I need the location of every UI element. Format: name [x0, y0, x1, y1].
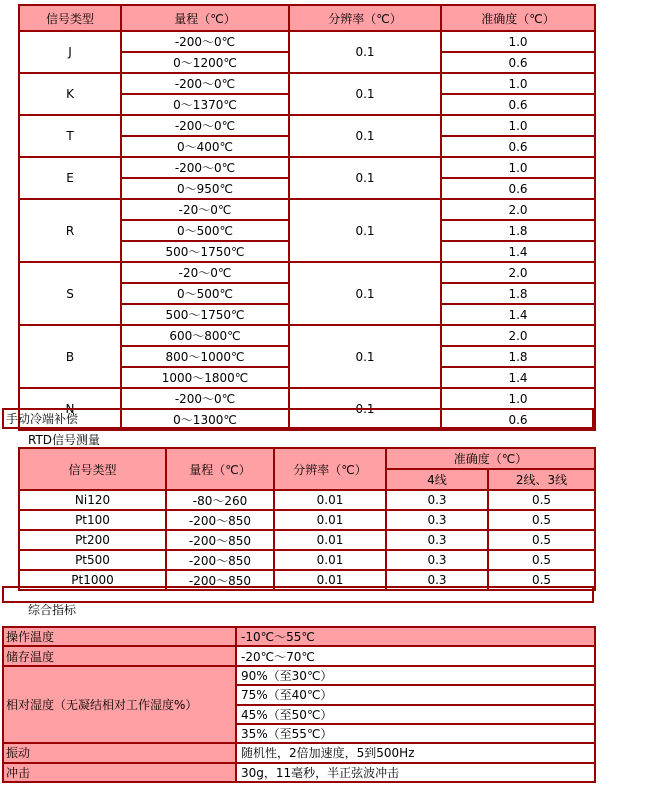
- accuracy-cell: 1.0: [441, 31, 595, 52]
- type-cell: Pt200: [19, 530, 166, 550]
- range-cell: -200～850: [166, 530, 274, 550]
- type-cell: Ni120: [19, 490, 166, 510]
- humidity-value: 90%（至30℃）: [236, 666, 595, 685]
- rtd-header-signal-type: 信号类型: [19, 448, 166, 490]
- range-cell: -200～850: [166, 570, 274, 590]
- thermo-row: [19, 115, 595, 136]
- accuracy-cell: 0.6: [441, 178, 595, 199]
- rtd-header-row: [19, 448, 595, 469]
- thermo-row: [19, 157, 595, 178]
- rtd-header-4wire: 4线: [386, 469, 488, 490]
- range-cell: 0～1370℃: [121, 94, 289, 115]
- accuracy-cell: 0.6: [441, 94, 595, 115]
- manual-compensation-table: [2, 408, 594, 429]
- type-cell: S: [19, 262, 121, 325]
- range-cell: 500～1750℃: [121, 241, 289, 262]
- range-cell: -80～260: [166, 490, 274, 510]
- accuracy-4wire-cell: 0.3: [386, 510, 488, 530]
- operating-temperature-row: [3, 627, 595, 646]
- storage-temperature-label: 储存温度: [3, 646, 236, 665]
- manual-compensation-label: 手动冷端补偿: [3, 409, 593, 428]
- operating-temperature-label: 操作温度: [3, 627, 236, 646]
- accuracy-cell: 1.8: [441, 283, 595, 304]
- accuracy-cell: 1.0: [441, 388, 595, 409]
- accuracy-cell: 0.6: [441, 136, 595, 157]
- thermocouple-table: [18, 4, 596, 431]
- type-cell: T: [19, 115, 121, 157]
- empty-spacer-table: [2, 586, 594, 603]
- vibration-value: 随机性，2倍加速度，5到500Hz: [236, 743, 595, 762]
- rtd-section-title: RTD信号测量: [28, 433, 101, 447]
- type-cell: R: [19, 199, 121, 262]
- thermo-header-range: 量程（℃）: [121, 5, 289, 31]
- resolution-cell: 0.1: [289, 115, 441, 157]
- rtd-header-accuracy: 准确度（℃）: [386, 448, 595, 469]
- accuracy-cell: 1.4: [441, 367, 595, 388]
- range-cell: 600～800℃: [121, 325, 289, 346]
- thermo-row: [19, 388, 595, 409]
- accuracy-2wire-3wire-cell: 0.5: [488, 490, 595, 510]
- manual-compensation-row: [3, 409, 593, 428]
- range-cell: 0～1200℃: [121, 52, 289, 73]
- accuracy-4wire-cell: 0.3: [386, 530, 488, 550]
- range-cell: 0～500℃: [121, 220, 289, 241]
- range-cell: 0～500℃: [121, 283, 289, 304]
- range-cell: -200～0℃: [121, 73, 289, 94]
- thermo-header-row: [19, 5, 595, 31]
- accuracy-cell: 1.8: [441, 346, 595, 367]
- thermo-header-accuracy: 准确度（℃）: [441, 5, 595, 31]
- type-cell: B: [19, 325, 121, 388]
- resolution-cell: 0.01: [274, 570, 386, 590]
- range-cell: -20～0℃: [121, 262, 289, 283]
- humidity-value: 35%（至55℃）: [236, 724, 595, 743]
- accuracy-2wire-3wire-cell: 0.5: [488, 530, 595, 550]
- type-cell: Pt500: [19, 550, 166, 570]
- range-cell: -200～850: [166, 510, 274, 530]
- resolution-cell: 0.1: [289, 325, 441, 388]
- accuracy-cell: 1.0: [441, 157, 595, 178]
- range-cell: -20～0℃: [121, 199, 289, 220]
- storage-temperature-value: -20℃～70℃: [236, 646, 595, 665]
- range-cell: 0～950℃: [121, 178, 289, 199]
- accuracy-2wire-3wire-cell: 0.5: [488, 510, 595, 530]
- humidity-label: 相对湿度（无凝结相对工作湿度%）: [3, 666, 236, 744]
- thermo-row: [19, 31, 595, 52]
- resolution-cell: 0.1: [289, 31, 441, 73]
- accuracy-cell: 0.6: [441, 52, 595, 73]
- operating-temperature-value: -10℃～55℃: [236, 627, 595, 646]
- rtd-header-2wire-3wire: 2线、3线: [488, 469, 595, 490]
- accuracy-4wire-cell: 0.3: [386, 550, 488, 570]
- range-cell: 0～400℃: [121, 136, 289, 157]
- humidity-value: 75%（至40℃）: [236, 685, 595, 704]
- accuracy-cell: 1.8: [441, 220, 595, 241]
- thermo-row: [19, 325, 595, 346]
- rtd-header-resolution: 分辨率（℃）: [274, 448, 386, 490]
- resolution-cell: 0.1: [289, 199, 441, 262]
- resolution-cell: 0.01: [274, 490, 386, 510]
- empty-spacer-cell: [3, 587, 593, 602]
- type-cell: N: [19, 388, 121, 430]
- general-section-title: 综合指标: [28, 603, 77, 617]
- vibration-row: [3, 743, 595, 762]
- general-indicators-table: [2, 626, 596, 783]
- range-cell: 500～1750℃: [121, 304, 289, 325]
- rtd-row: [19, 550, 595, 570]
- thermo-row: [19, 262, 595, 283]
- humidity-row: [3, 666, 595, 685]
- range-cell: -200～0℃: [121, 115, 289, 136]
- rtd-table: [18, 447, 596, 591]
- accuracy-2wire-3wire-cell: 0.5: [488, 570, 595, 590]
- type-cell: Pt100: [19, 510, 166, 530]
- resolution-cell: 0.01: [274, 530, 386, 550]
- thermo-header-resolution: 分辨率（℃）: [289, 5, 441, 31]
- resolution-cell: 0.1: [289, 157, 441, 199]
- accuracy-cell: 1.4: [441, 304, 595, 325]
- shock-row: [3, 763, 595, 782]
- thermo-row: [19, 199, 595, 220]
- type-cell: E: [19, 157, 121, 199]
- type-cell: K: [19, 73, 121, 115]
- rtd-row: [19, 510, 595, 530]
- shock-label: 冲击: [3, 763, 236, 782]
- type-cell: Pt1000: [19, 570, 166, 590]
- range-cell: 1000～1800℃: [121, 367, 289, 388]
- range-cell: 800～1000℃: [121, 346, 289, 367]
- accuracy-cell: 0.6: [441, 409, 595, 430]
- accuracy-cell: 2.0: [441, 262, 595, 283]
- resolution-cell: 0.1: [289, 73, 441, 115]
- accuracy-4wire-cell: 0.3: [386, 570, 488, 590]
- rtd-header-range: 量程（℃）: [166, 448, 274, 490]
- shock-value: 30g，11毫秒，半正弦波冲击: [236, 763, 595, 782]
- empty-spacer-row: [3, 587, 593, 602]
- range-cell: 0～1300℃: [121, 409, 289, 430]
- accuracy-cell: 2.0: [441, 325, 595, 346]
- resolution-cell: 0.01: [274, 550, 386, 570]
- type-cell: J: [19, 31, 121, 73]
- accuracy-cell: 2.0: [441, 199, 595, 220]
- thermo-header-signal-type: 信号类型: [19, 5, 121, 31]
- accuracy-2wire-3wire-cell: 0.5: [488, 550, 595, 570]
- range-cell: -200～850: [166, 550, 274, 570]
- resolution-cell: 0.1: [289, 262, 441, 325]
- accuracy-cell: 1.4: [441, 241, 595, 262]
- range-cell: -200～0℃: [121, 157, 289, 178]
- accuracy-4wire-cell: 0.3: [386, 490, 488, 510]
- thermo-row: [19, 73, 595, 94]
- range-cell: -200～0℃: [121, 388, 289, 409]
- humidity-value: 45%（至50℃）: [236, 705, 595, 724]
- rtd-row: [19, 490, 595, 510]
- resolution-cell: 0.1: [289, 388, 441, 430]
- storage-temperature-row: [3, 646, 595, 665]
- accuracy-cell: 1.0: [441, 115, 595, 136]
- resolution-cell: 0.01: [274, 510, 386, 530]
- range-cell: -200～0℃: [121, 31, 289, 52]
- vibration-label: 振动: [3, 743, 236, 762]
- rtd-row: [19, 530, 595, 550]
- accuracy-cell: 1.0: [441, 73, 595, 94]
